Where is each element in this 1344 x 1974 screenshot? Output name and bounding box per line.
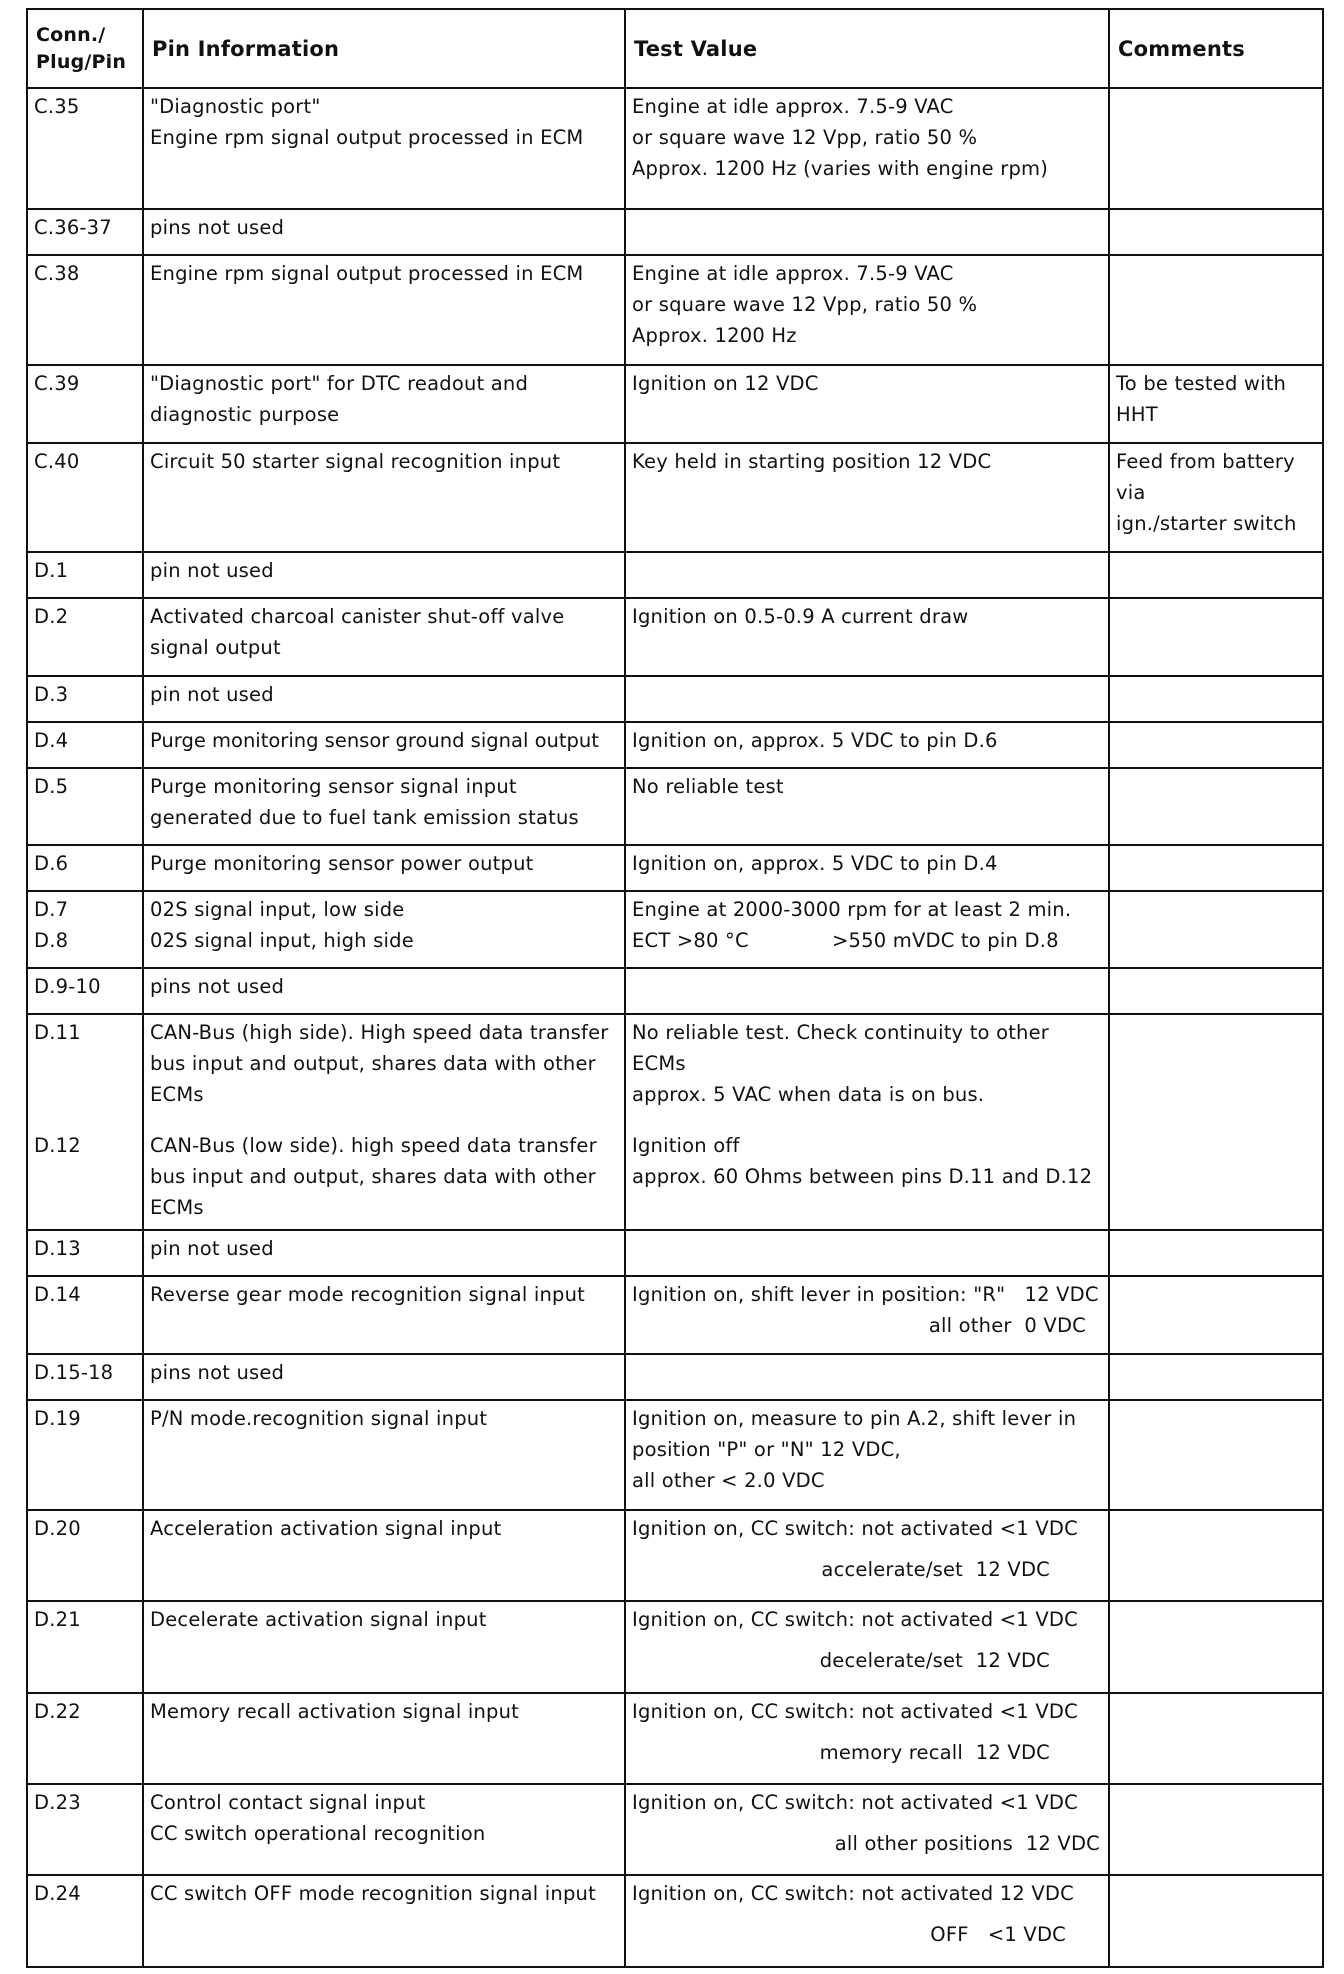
comment-cell: [1109, 1230, 1323, 1276]
test-cell: Ignition on 12 VDC: [625, 365, 1109, 443]
table-row: [27, 676, 1323, 722]
table-row: [27, 722, 1323, 768]
pin-line: D.11: [34, 1021, 81, 1044]
spacer: [632, 1110, 1100, 1130]
test-line: Ignition on, CC switch: not activated <1 VDC: [632, 1700, 1078, 1723]
table-row: [27, 443, 1323, 552]
comment-cell: [1109, 1276, 1323, 1354]
pin-cell: D.19: [27, 1400, 143, 1510]
test-cell: Key held in starting position 12 VDC: [625, 443, 1109, 552]
pin-cell: D.20: [27, 1510, 143, 1601]
comment-cell: [1109, 365, 1323, 443]
info-cell: Decelerate activation signal input: [143, 1601, 625, 1693]
spacer: [34, 1048, 134, 1079]
header-test-value: Test Value: [625, 9, 1109, 88]
test-ect: ECT >80 °C: [632, 929, 749, 952]
header-comments: Comments: [1109, 9, 1323, 88]
pin-cell: D.6: [27, 845, 143, 891]
test-line: position "P" or "N" 12 VDC,: [632, 1438, 901, 1461]
comment-cell: [1109, 1693, 1323, 1784]
table-row: [27, 1875, 1323, 1967]
comment-cell: [1109, 255, 1323, 365]
comment-cell: [1109, 552, 1323, 598]
test-line: all other positions 12 VDC: [834, 1832, 1100, 1855]
comment-line: Feed from battery: [1116, 450, 1295, 473]
test-line: all other < 2.0 VDC: [632, 1469, 825, 1492]
test-mvdc: >550 mVDC to pin D.8: [832, 929, 1059, 952]
test-cell: [625, 1276, 1109, 1354]
test-cell: [625, 552, 1109, 598]
pin-cell: C.40: [27, 443, 143, 552]
test-line: Engine at 2000-3000 rpm for at least 2 min.: [632, 898, 1072, 921]
table-row: [27, 365, 1323, 443]
test-line: Ignition on, CC switch: not activated <1 VDC: [632, 1791, 1078, 1814]
pin-cell: D.3: [27, 676, 143, 722]
info-line: bus input and output, shares data with other: [150, 1165, 596, 1188]
test-line: OFF <1 VDC: [930, 1923, 1066, 1946]
test-line: Ignition on, shift lever in position: "R" 12 VDC: [632, 1283, 1099, 1306]
pin-cell: C.38: [27, 255, 143, 365]
info-cell: [143, 598, 625, 676]
test-line: approx. 5 VAC when data is on bus.: [632, 1083, 985, 1106]
info-cell: P/N mode.recognition signal input: [143, 1400, 625, 1510]
test-cell: [625, 209, 1109, 255]
comment-cell: [1109, 1014, 1323, 1230]
pin-table-sheet: [26, 8, 1322, 1968]
pin-cell: D.4: [27, 722, 143, 768]
comment-cell: [1109, 722, 1323, 768]
comment-cell: [1109, 1354, 1323, 1400]
test-line: Ignition on, CC switch: not activated 12 VDC: [632, 1882, 1074, 1905]
table-row: [27, 1601, 1323, 1693]
comment-line: HHT: [1116, 403, 1158, 426]
test-cell: [625, 1400, 1109, 1510]
table-row: [27, 1693, 1323, 1784]
pin-cell: D.15-18: [27, 1354, 143, 1400]
info-cell: pin not used: [143, 676, 625, 722]
table-header-row: [27, 9, 1323, 88]
info-cell: pin not used: [143, 552, 625, 598]
info-line: ECMs: [150, 1196, 204, 1219]
info-cell: Engine rpm signal output processed in ECM: [143, 255, 625, 365]
pin-cell: D.14: [27, 1276, 143, 1354]
test-cell: [625, 1693, 1109, 1784]
table-row: [27, 1230, 1323, 1276]
info-line: 02S signal input, high side: [150, 929, 414, 952]
test-cell: [625, 968, 1109, 1014]
pin-information-table: [26, 8, 1324, 1968]
test-line: Approx. 1200 Hz (varies with engine rpm): [632, 157, 1049, 180]
table-row: [27, 1400, 1323, 1510]
comment-cell: [1109, 891, 1323, 968]
info-cell: Purge monitoring sensor ground signal output: [143, 722, 625, 768]
table-row: [27, 845, 1323, 891]
test-cell: [625, 1784, 1109, 1875]
info-line: "Diagnostic port" for DTC readout and: [150, 372, 529, 395]
table-row: [27, 1014, 1323, 1230]
pin-line: D.7: [34, 898, 69, 921]
test-line: all other 0 VDC: [928, 1314, 1086, 1337]
info-line: 02S signal input, low side: [150, 898, 405, 921]
comment-cell: [1109, 768, 1323, 845]
pin-cell: [27, 1014, 143, 1230]
info-cell: [143, 1014, 625, 1230]
info-line: CAN-Bus (low side). high speed data transfer: [150, 1134, 597, 1157]
pin-cell: D.1: [27, 552, 143, 598]
info-line: Purge monitoring sensor signal input: [150, 775, 517, 798]
pin-cell: D.23: [27, 1784, 143, 1875]
table-row: [27, 768, 1323, 845]
test-line: or square wave 12 Vpp, ratio 50 %: [632, 126, 978, 149]
table-row: [27, 1510, 1323, 1601]
table-row: [27, 88, 1323, 209]
pin-line: D.12: [34, 1134, 81, 1157]
comment-line: via: [1116, 481, 1146, 504]
test-cell: Ignition on 0.5-0.9 A current draw: [625, 598, 1109, 676]
test-line: Ignition on, CC switch: not activated <1 VDC: [632, 1608, 1078, 1631]
test-cell: No reliable test: [625, 768, 1109, 845]
info-line: "Diagnostic port": [150, 95, 321, 118]
comment-cell: [1109, 209, 1323, 255]
spacer: [150, 1110, 616, 1130]
test-line: No reliable test. Check continuity to other: [632, 1021, 1050, 1044]
info-cell: pins not used: [143, 968, 625, 1014]
info-cell: [143, 891, 625, 968]
info-cell: Purge monitoring sensor power output: [143, 845, 625, 891]
test-line: Engine at idle approx. 7.5-9 VAC: [632, 95, 954, 118]
test-cell: Ignition on, approx. 5 VDC to pin D.4: [625, 845, 1109, 891]
test-cell: [625, 891, 1109, 968]
comment-line: ign./starter switch: [1116, 512, 1297, 535]
table-row: [27, 255, 1323, 365]
comment-cell: [1109, 598, 1323, 676]
info-cell: Reverse gear mode recognition signal input: [143, 1276, 625, 1354]
info-line: generated due to fuel tank emission status: [150, 806, 579, 829]
header-conn: Conn./ Plug/Pin: [27, 9, 143, 88]
pin-cell: D.5: [27, 768, 143, 845]
info-cell: [143, 1784, 625, 1875]
pin-cell: D.9-10: [27, 968, 143, 1014]
table-row: [27, 1784, 1323, 1875]
info-line: Engine rpm signal output processed in ECM: [150, 126, 584, 149]
info-line: diagnostic purpose: [150, 403, 340, 426]
test-line: Ignition on, measure to pin A.2, shift lever in: [632, 1407, 1077, 1430]
pin-cell: D.2: [27, 598, 143, 676]
info-cell: [143, 365, 625, 443]
comment-line: To be tested with: [1116, 372, 1287, 395]
test-line: Approx. 1200 Hz: [632, 324, 797, 347]
info-cell: Acceleration activation signal input: [143, 1510, 625, 1601]
test-line: Ignition off: [632, 1134, 740, 1157]
pin-cell: [27, 891, 143, 968]
info-line: ECMs: [150, 1083, 204, 1106]
test-cell: [625, 1014, 1109, 1230]
info-line: CAN-Bus (high side). High speed data transfer: [150, 1021, 609, 1044]
table-row: [27, 209, 1323, 255]
comment-cell: [1109, 88, 1323, 209]
pin-cell: C.36-37: [27, 209, 143, 255]
table-row: [27, 598, 1323, 676]
test-line: [632, 925, 1100, 956]
info-cell: [143, 768, 625, 845]
comment-cell: [1109, 1400, 1323, 1510]
comment-cell: [1109, 845, 1323, 891]
header-pin-information: Pin Information: [143, 9, 625, 88]
info-cell: Circuit 50 starter signal recognition input: [143, 443, 625, 552]
pin-line: D.8: [34, 929, 69, 952]
table-row: [27, 1354, 1323, 1400]
table-row: [27, 891, 1323, 968]
comment-cell: [1109, 443, 1323, 552]
pin-cell: C.39: [27, 365, 143, 443]
pin-cell: D.21: [27, 1601, 143, 1693]
test-line: Ignition on, CC switch: not activated <1 VDC: [632, 1517, 1078, 1540]
test-cell: [625, 255, 1109, 365]
table-row: [27, 552, 1323, 598]
info-cell: pins not used: [143, 1354, 625, 1400]
comment-cell: [1109, 1601, 1323, 1693]
comment-cell: [1109, 1784, 1323, 1875]
spacer: [34, 1079, 134, 1110]
info-cell: [143, 88, 625, 209]
pin-cell: C.35: [27, 88, 143, 209]
test-line: Engine at idle approx. 7.5-9 VAC: [632, 262, 954, 285]
info-cell: Memory recall activation signal input: [143, 1693, 625, 1784]
comment-cell: [1109, 676, 1323, 722]
test-cell: Ignition on, approx. 5 VDC to pin D.6: [625, 722, 1109, 768]
pin-cell: D.24: [27, 1875, 143, 1967]
info-cell: pin not used: [143, 1230, 625, 1276]
comment-cell: [1109, 968, 1323, 1014]
comment-cell: [1109, 1875, 1323, 1967]
table-row: [27, 968, 1323, 1014]
test-cell: [625, 1875, 1109, 1967]
table-row: [27, 1276, 1323, 1354]
test-cell: [625, 676, 1109, 722]
info-cell: pins not used: [143, 209, 625, 255]
info-line: bus input and output, shares data with other: [150, 1052, 596, 1075]
spacer: [34, 1110, 134, 1130]
test-line: approx. 60 Ohms between pins D.11 and D.12: [632, 1165, 1093, 1188]
test-line: memory recall 12 VDC: [819, 1741, 1050, 1764]
test-cell: [625, 88, 1109, 209]
info-line: Activated charcoal canister shut-off valve: [150, 605, 565, 628]
test-line: or square wave 12 Vpp, ratio 50 %: [632, 293, 978, 316]
comment-cell: [1109, 1510, 1323, 1601]
info-line: CC switch operational recognition: [150, 1822, 486, 1845]
test-line: ECMs: [632, 1052, 686, 1075]
test-line: accelerate/set 12 VDC: [821, 1558, 1050, 1581]
test-cell: [625, 1601, 1109, 1693]
pin-cell: D.13: [27, 1230, 143, 1276]
info-line: Control contact signal input: [150, 1791, 426, 1814]
test-cell: [625, 1230, 1109, 1276]
test-cell: [625, 1354, 1109, 1400]
info-cell: CC switch OFF mode recognition signal input: [143, 1875, 625, 1967]
info-line: signal output: [150, 636, 281, 659]
test-cell: [625, 1510, 1109, 1601]
pin-cell: D.22: [27, 1693, 143, 1784]
test-line: decelerate/set 12 VDC: [819, 1649, 1050, 1672]
